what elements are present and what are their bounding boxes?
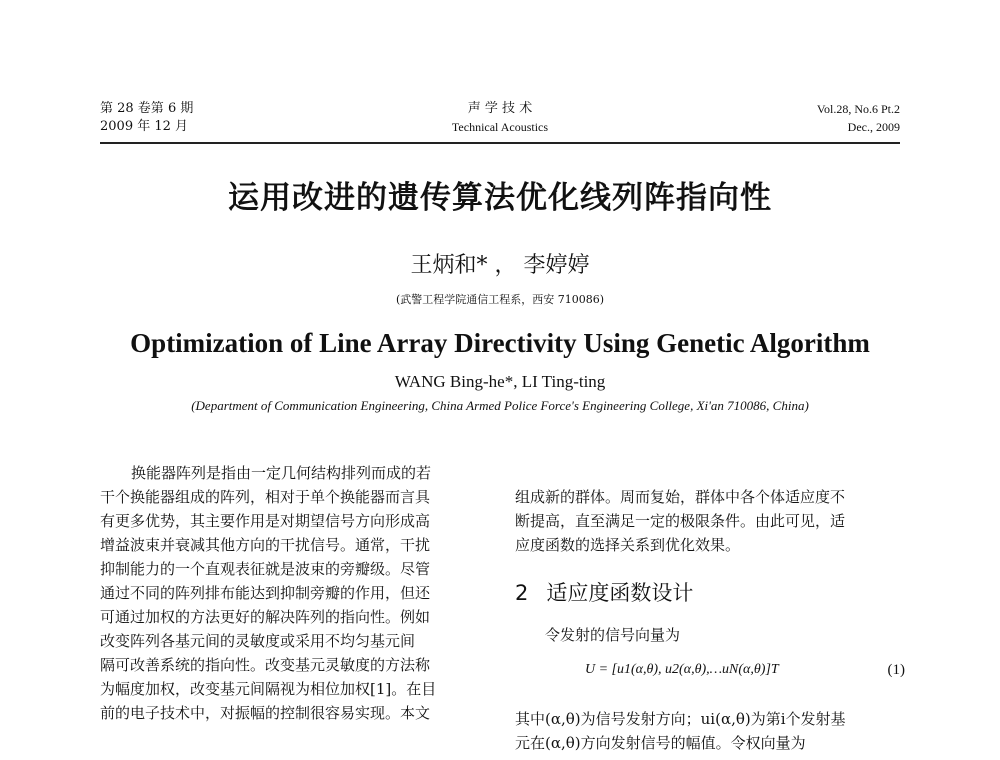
section-heading — [515, 577, 693, 607]
body-line: 前的电子技术中，对振幅的控制很容易实现。本文 — [100, 704, 431, 722]
body-line: 隔可改善系统的指向性。改变基元灵敏度的方法称 — [100, 656, 431, 674]
body-line: 断提高，直至满足一定的极限条件。由此可见，适 — [515, 512, 846, 530]
header-rule — [100, 142, 900, 144]
body-line: 改变阵列各基元间的灵敏度或采用不均匀基元间 — [100, 632, 416, 650]
body-line: 其中(α,θ)为信号发射方向；ui(α,θ)为第i个发射基 — [515, 710, 846, 728]
equation-formula: U = [u1(α,θ), u2(α,θ),…uN(α,θ)]T — [585, 662, 779, 677]
body-after-equation — [515, 707, 905, 755]
paper-title-cn: 运用改进的遗传算法优化线列阵指向性 — [228, 180, 772, 216]
section-title: 适应度函数设计 — [546, 581, 694, 605]
equation-number: (1) — [887, 662, 905, 678]
affiliation-en: (Department of Communication Engineering, China Armed Police Force's Engineering College, Xi'an 710086, China) — [191, 398, 809, 413]
body-line: 通过不同的阵列排布能达到抑制旁瓣的作用，但还 — [100, 584, 431, 602]
equation-intro: 令发射的信号向量为 — [545, 626, 681, 644]
section-number: 2 — [515, 581, 529, 605]
volume-issue: 第 28 卷第 6 期 — [100, 101, 194, 116]
body-line: 换能器阵列是指由一定几何结构排列而成的若 — [131, 464, 432, 482]
body-right-column — [515, 485, 905, 557]
journal-name-en: Technical Acoustics — [451, 120, 549, 134]
body-line: 组成新的群体。周而复始，群体中各个体适应度不 — [515, 488, 846, 506]
journal-name — [400, 100, 600, 136]
authors-cn: 王炳和* ， 李婷婷 — [410, 253, 590, 278]
body-line: 元在(α,θ)方向发射信号的幅值。令权向量为 — [515, 734, 806, 752]
body-line: 干个换能器组成的阵列，相对于单个换能器而言具 — [100, 488, 431, 506]
body-line: 抑制能力的一个直观表征就是波束的旁瓣级。尽管 — [100, 560, 431, 578]
body-line: 为幅度加权，改变基元间隔视为相位加权[1]。在目 — [100, 680, 437, 698]
body-line: 可通过加权的方法更好的解决阵列的指向性。例如 — [100, 608, 431, 626]
issue-date-en: Dec., 2009 — [847, 120, 900, 134]
journal-issue-info — [100, 100, 193, 136]
journal-volume-en — [817, 100, 900, 136]
body-line: 有更多优势，其主要作用是对期望信号方向形成高 — [100, 512, 431, 530]
affiliation-cn: (武警工程学院通信工程系，西安 710086) — [395, 293, 605, 306]
issue-date-cn: 2009 年 12 月 — [100, 119, 189, 134]
body-line: 应度函数的选择关系到优化效果。 — [515, 536, 741, 554]
paper-title-en: Optimization of Line Array Directivity Using Genetic Algorithm — [130, 328, 870, 358]
body-left-column — [100, 461, 480, 725]
volume-number-en: Vol.28, No.6 Pt.2 — [816, 102, 900, 116]
journal-name-cn: 声 学 技 术 — [467, 101, 533, 116]
body-line: 增益波束并衰减其他方向的干扰信号。通常，干扰 — [100, 536, 431, 554]
authors-en: WANG Bing-he*, LI Ting-ting — [394, 372, 606, 391]
